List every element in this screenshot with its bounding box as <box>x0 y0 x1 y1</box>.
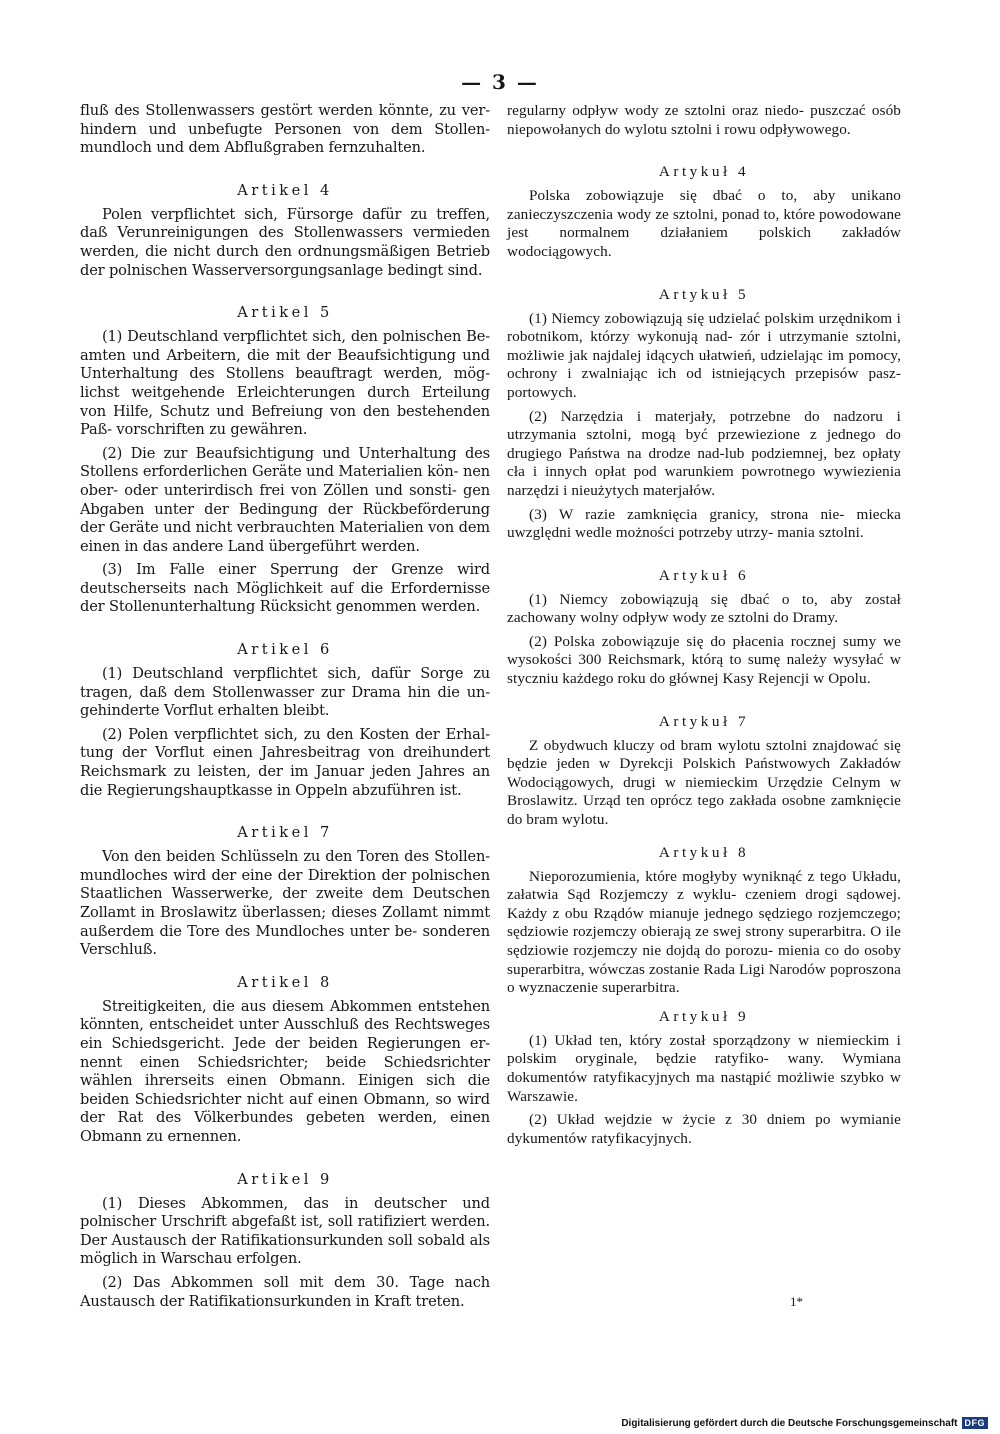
german-article-5-paragraph-1: (1) Deutschland verpflichtet sich, den polnischen Be- amten und Arbeitern, die mit der Beaufsichtigung und Unterhaltung des Stollens beauftragt werden, mög- lichst weitgehende Erleichterungen durch Erteilung von Hilfe, Schutz und Befreiung von den bestehenden Paß- vorschriften zu gewähren. <box>80 328 490 439</box>
polish-article-6-paragraph-2: (2) Polska zobowiązuje się do płacenia rocznej sumy we wysokości 300 Reichsmark, którą to sumę należy wysyłać w styczniu każdego roku do głównej Kasy Rejencji w Opolu. <box>507 632 901 688</box>
polish-column <box>507 102 901 1153</box>
polish-article-7-heading: Artykuł 7 <box>658 712 750 730</box>
polish-article-5-paragraph-1: (1) Niemcy zobowiązują się udzielać polskim urzędnikom i robotnikom, którzy wykonują nad- zór i utrzymanie sztolni, możliwie jak najdalej idących ułatwień, udzielając im pomocy, ochrony i zwalniając ich od istniejących przepisów pasz- portowych. <box>507 309 901 401</box>
german-article-9-paragraph-2: (2) Das Abkommen soll mit dem 30. Tage nach Austausch der Ratifikationsurkunden in Kraft treten. <box>80 1273 490 1310</box>
german-article-5-heading: Artikel 5 <box>237 304 333 322</box>
footer-text: Digitalisierung gefördert durch die Deutsche Forschungsgemeinschaft <box>621 1417 958 1429</box>
german-article-9-paragraph-1: (1) Dieses Abkommen, das in deutscher und polnischer Urschrift abgefaßt ist, soll ratifiziert werden. Der Austausch der Ratifikationsurkunden soll sobald als möglich in Warschau erfolgen. <box>80 1194 490 1268</box>
german-article-8-text: Streitigkeiten, die aus diesem Abkommen entstehen könnten, entscheidet unter Ausschluß des Rechtsweges ein Schiedsgericht. Jede der beiden Regierungen er- nennt einen Schiedsrichter; beide Schiedsrichter wählen ihrerseits einen Obmann. Einigen sich die beiden Schiedsrichter nicht auf einen Obmann, so wird der Rat des Völkerbundes gebeten werden, einen Obmann zu ernennen. <box>80 997 490 1145</box>
german-article-8-heading: Artikel 8 <box>237 973 333 991</box>
digitization-footer <box>621 1417 988 1429</box>
german-article-4-text: Polen verpflichtet sich, Fürsorge dafür zu treffen, daß Verunreinigungen des Stollenwassers vermieden werden, die nicht durch den ordnungsmäßigen Betrieb der polnischen Wasserversorgungsanlage bedingt sind. <box>80 205 490 279</box>
signature-mark: 1* <box>790 1294 803 1309</box>
german-article-6-paragraph-2: (2) Polen verpflichtet sich, zu den Kosten der Erhal- tung der Vorflut einen Jahresbeitrag von dreihundert Reichsmark zu leisten, der im Januar jeden Jahres an die Regierungshauptkasse in Oppeln abzuführen ist. <box>80 725 490 799</box>
german-article-7-text: Von den beiden Schlüsseln zu den Toren des Stollen- mundloches wird der eine der Direktion der polnischen Staatlichen Wasserwerke, der zweite dem Deutschen Zollamt in Broslawitz überlassen; dieses Zollamt nimmt außerdem die Tore des Mundloches unter be- sonderen Verschluß. <box>80 848 490 959</box>
german-article-5-paragraph-2: (2) Die zur Beaufsichtigung und Unterhaltung des Stollens erforderlichen Geräte und Materialien kön- nen ober- oder unterirdisch frei von Zöllen und sonsti- gen Abgaben unter der Bedingung der Rückbeförderung der Geräte und nicht verbrauchten Materialien von dem einen in das andere Land übergeführt werden. <box>80 444 490 555</box>
german-article-6-paragraph-1: (1) Deutschland verpflichtet sich, dafür Sorge zu tragen, daß dem Stollenwasser zur Drama hin die un- gehinderte Vorflut erhalten bleibt. <box>80 665 490 720</box>
polish-article-4-heading: Artykuł 4 <box>658 163 750 181</box>
polish-article-5-heading: Artykuł 5 <box>658 285 750 303</box>
polish-article-5-paragraph-3: (3) W razie zamknięcia granicy, strona nie- miecka uwzględni wedle możności potrzeby utrzy- mania sztolni. <box>507 505 901 542</box>
german-article-9-heading: Artikel 9 <box>237 1170 333 1188</box>
german-article-5-paragraph-3: (3) Im Falle einer Sperrung der Grenze wird deutscherseits nach Möglichkeit auf die Erfordernisse der Stollenunterhaltung Rücksicht genommen werden. <box>80 561 490 616</box>
polish-article-6-paragraph-1: (1) Niemcy zobowiązują się dbać o to, aby został zachowany wolny odpływ wody ze sztolni do Dramy. <box>507 590 901 627</box>
german-article-6-heading: Artikel 6 <box>237 641 333 659</box>
german-article-7-heading: Artikel 7 <box>237 824 333 842</box>
german-article-4-heading: Artikel 4 <box>237 181 333 199</box>
polish-article-8-heading: Artykuł 8 <box>658 843 750 861</box>
polish-article-4-text: Polska zobowiązuje się dbać o to, aby unikano zanieczyszczenia wody ze sztolni, ponad to, które powodowane jest normalnem działaniem polskich zakładów wodociągowych. <box>507 187 901 260</box>
page-number: — 3 — <box>461 70 539 94</box>
german-intro: fluß des Stollenwassers gestört werden könnte, zu ver- hindern und unbefugte Personen von dem Stollen- mundloch und dem Abflußgraben fernzuhalten. <box>80 102 490 157</box>
dfg-logo-icon: DFG <box>962 1417 989 1429</box>
polish-article-8-text: Nieporozumienia, które mogłyby wyniknąć z tego Układu, załatwia Sąd Rozjemczy z wyklu- czeniem drogi sądowej. Każdy z obu Rządów mianuje jednego sędziego rozjemczego; sędziowie rozjemczy obierają ze swej strony superarbitra. O ile sędziowie rozjemczy nie dojdą do porozu- mienia co do osoby superarbitra, wówczas zostanie Rada Ligi Narodów poproszona o wyznaczenie superarbitra. <box>507 867 901 997</box>
polish-article-9-heading: Artykuł 9 <box>658 1007 750 1025</box>
polish-intro: regularny odpływ wody ze sztolni oraz niedo- puszczać osób niepowołanych do wylotu sztolni i rowu odpływowego. <box>507 102 901 138</box>
polish-article-9-paragraph-1: (1) Układ ten, który został sporządzony w niemieckim i polskim oryginale, będzie ratyfiko- wany. Wymiana dokumentów ratyfikacyjnych ma nastąpić możliwie szybko w Warszawie. <box>507 1031 901 1105</box>
polish-article-7-text: Z obydwuch kluczy od bram wylotu sztolni znajdować się będzie jeden w Dyrekcji Polskich Państwowych Zakładów Wodociągowych, drugi w niemieckim Urzędzie Celnym w Broslawitz. Urząd ten oprócz tego zakłada osobne zamknięcie do bram wylotu. <box>507 736 901 829</box>
german-column <box>80 102 490 1316</box>
polish-article-5-paragraph-2: (2) Narzędzia i materjały, potrzebne do nadzoru i utrzymania sztolni, mogą być przewiezione z jednego do drugiego Państwa na drodze nad-lub podziemnej, bez opłaty cła i innych opłat pod warunkiem powrotnego wywiezienia narzędzi i nieużytych materjałów. <box>507 407 901 499</box>
polish-article-9-paragraph-2: (2) Układ wejdzie w życie z 30 dniem po wymianie dykumentów ratyfikacyjnych. <box>507 1111 901 1147</box>
polish-article-6-heading: Artykuł 6 <box>658 566 750 584</box>
